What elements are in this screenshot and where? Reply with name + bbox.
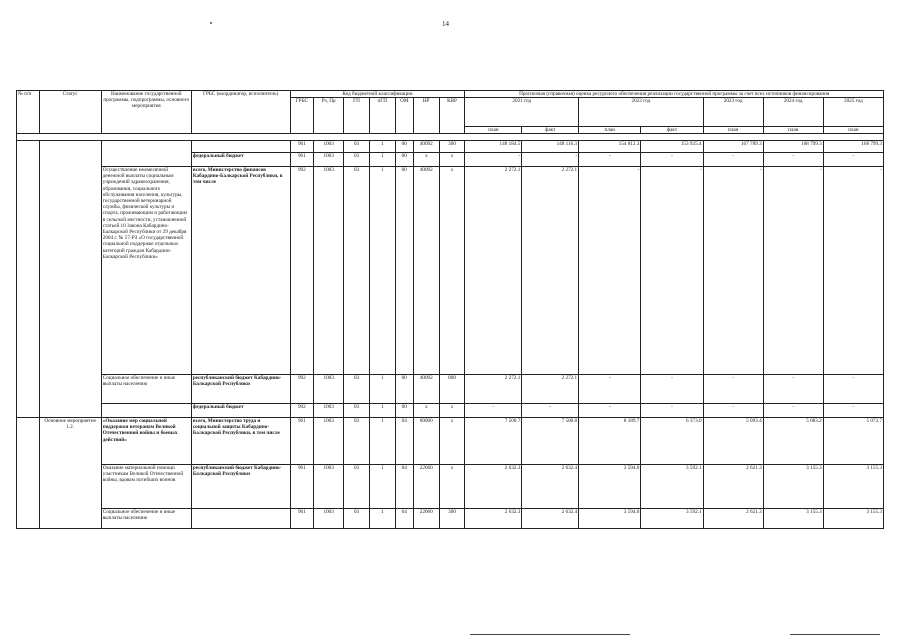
num-cell: [17, 418, 40, 529]
value-cell: 148 116.3: [522, 141, 579, 153]
code-cell: 00: [395, 167, 413, 375]
code-cell: 1003: [314, 167, 344, 375]
value-cell: 8 189.7: [579, 418, 641, 465]
value-cell: -: [579, 404, 641, 418]
code-cell: x: [439, 167, 465, 375]
scan-artifact-line: [470, 634, 630, 635]
table-row: [17, 167, 884, 375]
table-row: [17, 404, 884, 418]
code-cell: x: [439, 153, 465, 167]
code-cell: 00: [395, 153, 413, 167]
forecast-header: Прогнозная (справочная) оценка ресурсного обеспечения реализации государственной программы за счет всех источников финансирования: [465, 91, 884, 98]
budget-code-header: Код бюджетной классификации: [290, 91, 465, 98]
code-cell: 40092: [413, 375, 439, 404]
code-cell: 22060: [413, 509, 439, 529]
code-cell: 22060: [413, 465, 439, 509]
value-cell: -: [641, 167, 703, 375]
value-cell: 3 155.3: [823, 509, 883, 529]
value-cell: 3 155.3: [763, 465, 823, 509]
code-cell: x: [439, 418, 465, 465]
value-cell: 3 592.1: [641, 509, 703, 529]
value-cell: 3 155.3: [823, 465, 883, 509]
value-cell: -: [522, 153, 579, 167]
code-cell: 40092: [413, 167, 439, 375]
code-cell: 00000: [413, 418, 439, 465]
code-cell: 04: [395, 509, 413, 529]
code-cell: 1003: [314, 375, 344, 404]
code-cell: 03: [344, 167, 370, 375]
value-cell: -: [641, 404, 703, 418]
value-cell: -: [641, 375, 703, 404]
code-header: ОМ: [395, 98, 413, 134]
subheader-cell: план: [763, 126, 823, 133]
value-cell: 2 632.3: [465, 465, 522, 509]
value-cell: -: [579, 375, 641, 404]
code-header: НР: [413, 98, 439, 134]
code-cell: 1: [369, 141, 395, 153]
value-cell: 3 155.3: [763, 509, 823, 529]
value-cell: 2 632.4: [522, 465, 579, 509]
code-cell: 00: [395, 404, 413, 418]
value-cell: 2 621.3: [703, 509, 763, 529]
col-status-header: Статус: [39, 91, 101, 134]
subheader-cell: план: [465, 126, 522, 133]
value-cell: 2 272.1: [522, 375, 579, 404]
code-cell: 961: [290, 465, 314, 509]
value-cell: 168 799.3: [763, 141, 823, 153]
table-row: [17, 509, 884, 529]
value-cell: 6 373.0: [641, 418, 703, 465]
value-cell: 2 272.1: [465, 375, 522, 404]
name-cell: Социальное обеспечение и иные выплаты населению: [101, 509, 191, 529]
code-cell: 992: [290, 404, 314, 418]
table-row: [17, 141, 884, 153]
code-cell: 300: [439, 141, 465, 153]
value-cell: -: [703, 375, 763, 404]
code-cell: 961: [290, 509, 314, 529]
col-num-header: № п/п: [17, 91, 40, 134]
year-header: 2022 год: [579, 98, 703, 127]
code-cell: 03: [344, 418, 370, 465]
value-cell: 2 272.1: [465, 167, 522, 375]
code-cell: 961: [290, 153, 314, 167]
value-cell: -: [823, 167, 883, 375]
value-cell: 154 812.3: [579, 141, 641, 153]
code-cell: x: [413, 153, 439, 167]
subheader-cell: факт: [522, 126, 579, 133]
code-cell: 04: [395, 418, 413, 465]
year-header: 2021 год: [465, 98, 579, 127]
subheader-cell: план: [823, 126, 883, 133]
value-cell: 3 592.1: [641, 465, 703, 509]
code-cell: x: [439, 465, 465, 509]
code-cell: 03: [344, 375, 370, 404]
code-cell: 992: [290, 375, 314, 404]
code-cell: 1003: [314, 418, 344, 465]
value-cell: -: [823, 153, 883, 167]
year-header: 2024 год: [763, 98, 823, 127]
value-cell: 2 632.4: [522, 509, 579, 529]
code-cell: 992: [290, 167, 314, 375]
code-cell: 1: [369, 509, 395, 529]
code-cell: 40092: [413, 141, 439, 153]
grbs-cell: республиканский бюджет Кабардино-Балкарской Республики: [191, 375, 290, 404]
code-cell: x: [413, 404, 439, 418]
value-cell: -: [579, 153, 641, 167]
value-cell: 2 621.3: [703, 465, 763, 509]
value-cell: -: [641, 153, 703, 167]
status-cell: [39, 141, 101, 418]
name-cell: [101, 141, 191, 167]
value-cell: -: [823, 375, 883, 404]
grbs-cell: [191, 509, 290, 529]
code-cell: 00: [395, 375, 413, 404]
spacer-row: [17, 134, 884, 141]
value-cell: -: [703, 153, 763, 167]
value-cell: 7 500.8: [522, 418, 579, 465]
code-cell: 1003: [314, 141, 344, 153]
subheader-cell: факт: [641, 126, 703, 133]
col-name-header: Наименование государственной программы, подпрограммы, основного мероприятия: [101, 91, 191, 134]
subheader-cell: план: [703, 126, 763, 133]
code-cell: 03: [344, 153, 370, 167]
value-cell: -: [823, 404, 883, 418]
value-cell: -: [763, 153, 823, 167]
grbs-cell: федеральный бюджет: [191, 153, 290, 167]
grbs-cell: федеральный бюджет: [191, 404, 290, 418]
value-cell: 168 799.3: [823, 141, 883, 153]
grbs-cell: всего, Министерство труда и социальной защиты Кабардино-Балкарской Республики, в том числе: [191, 418, 290, 465]
table-row: [17, 375, 884, 404]
name-cell: «Оказание мер социальной поддержки ветеранам Великой Отечественной войны и боевых действий»: [101, 418, 191, 465]
value-cell: -: [465, 153, 522, 167]
value-cell: -: [763, 167, 823, 375]
header-row-1: [17, 91, 884, 98]
value-cell: 3 594.0: [579, 509, 641, 529]
code-cell: 00: [395, 141, 413, 153]
value-cell: 7 500.7: [465, 418, 522, 465]
name-cell: Оказание материальной помощи участникам Великой Отечественной войны, вдовам погибших воинов: [101, 465, 191, 509]
code-cell: 1003: [314, 509, 344, 529]
value-cell: -: [522, 404, 579, 418]
value-cell: 153 925.4: [641, 141, 703, 153]
name-cell: Социальное обеспечение и иные выплаты населению: [101, 375, 191, 404]
value-cell: -: [579, 167, 641, 375]
code-header: КВР: [439, 98, 465, 134]
page-number: 14: [442, 20, 449, 28]
code-cell: 03: [344, 141, 370, 153]
code-cell: 03: [344, 465, 370, 509]
code-cell: 04: [395, 465, 413, 509]
year-header: 2025 год: [823, 98, 883, 127]
code-cell: 03: [344, 404, 370, 418]
code-cell: 800: [439, 375, 465, 404]
code-cell: 1: [369, 375, 395, 404]
code-cell: 961: [290, 418, 314, 465]
code-cell: 1: [369, 465, 395, 509]
name-cell: Осуществление ежемесячной денежной выплаты социальным учреждений здравоохранения, образования, социального обслуживания населения, культуры, государственной ветеринарной службы, физической культуры и спорта, проживающим и работающим в сельской местности, установленной статьей 10 Закона Кабардино-Балкарской Республики от 29 декабря 2004 г. № 57-РЗ «О государственной социальной поддержке отдельных категорий граждан Кабардино-Балкарской Республики»: [101, 167, 191, 375]
value-cell: 5 073.7: [823, 418, 883, 465]
num-cell: [17, 141, 40, 418]
code-cell: 1: [369, 418, 395, 465]
table-row: [17, 465, 884, 509]
value-cell: 3 594.0: [579, 465, 641, 509]
value-cell: 5 093.4: [703, 418, 763, 465]
status-cell: Основное мероприятие 1.2.: [39, 418, 101, 529]
value-cell: -: [763, 404, 823, 418]
code-cell: 1: [369, 167, 395, 375]
code-header: Рз, Пр: [314, 98, 344, 134]
value-cell: -: [703, 404, 763, 418]
year-header: 2023 год: [703, 98, 763, 127]
code-header: пГП: [369, 98, 395, 134]
code-header: ГП: [344, 98, 370, 134]
value-cell: -: [703, 167, 763, 375]
value-cell: 2 632.3: [465, 509, 522, 529]
code-cell: 1003: [314, 465, 344, 509]
code-cell: 1003: [314, 404, 344, 418]
table-row: [17, 418, 884, 465]
code-cell: 300: [439, 509, 465, 529]
value-cell: -: [465, 404, 522, 418]
budget-table: [16, 90, 884, 529]
grbs-cell: [191, 141, 290, 153]
value-cell: -: [763, 375, 823, 404]
grbs-cell: республиканский бюджет Кабардино-Балкарской Республики: [191, 465, 290, 509]
code-cell: 1: [369, 404, 395, 418]
code-cell: 03: [344, 509, 370, 529]
value-cell: 148 184.5: [465, 141, 522, 153]
value-cell: 167 789.3: [703, 141, 763, 153]
grbs-cell: всего, Министерство финансов Кабардино-Балкарской Республики, в том числе: [191, 167, 290, 375]
value-cell: 5 083.2: [763, 418, 823, 465]
code-cell: 1: [369, 153, 395, 167]
code-cell: x: [439, 404, 465, 418]
code-header: ГРБС: [290, 98, 314, 134]
name-cell: [101, 404, 191, 418]
value-cell: 2 272.1: [522, 167, 579, 375]
code-cell: 961: [290, 141, 314, 153]
subheader-cell: план: [579, 126, 641, 133]
code-cell: 1003: [314, 153, 344, 167]
scan-artifact-line: [790, 634, 880, 635]
col-grbs-header: ГРБС (координатор, исполнитель): [191, 91, 290, 134]
scan-speck: [210, 22, 212, 24]
